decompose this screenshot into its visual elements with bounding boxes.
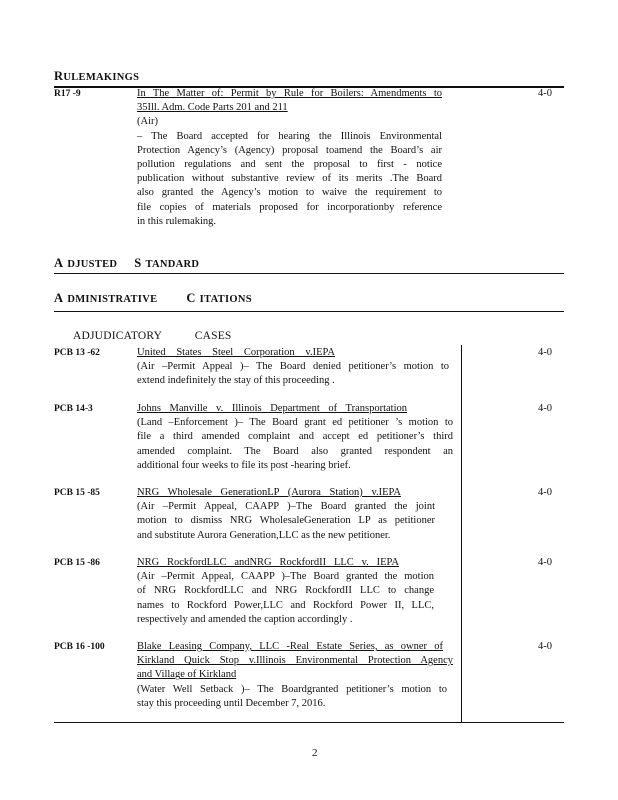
case-type: (Air) — [137, 116, 158, 128]
case-description-line: amended complaint. The Board also granted respondent an — [137, 445, 453, 457]
heading-initial: S — [134, 256, 142, 270]
case-entry — [137, 640, 453, 711]
section-rule — [54, 273, 564, 274]
vote-count: 4-0 — [538, 557, 552, 568]
section-rule — [54, 722, 564, 723]
docket-number: PCB 13 -62 — [54, 348, 100, 358]
case-title-line: Johns Manville v. Illinois Department of Transportation — [137, 403, 407, 414]
section-heading-rulemakings — [54, 69, 139, 84]
case-description-line: (Air –Permit Appeal, CAAPP )–The Board granted the motion — [137, 571, 434, 583]
section-heading-administrative-citations — [54, 291, 252, 306]
case-description-line: names to Rockford Power,LLC and Rockford Power II, LLC, — [137, 599, 434, 611]
case-description-line: file copies of materials proposed for incorporationby reference — [137, 201, 442, 213]
case-description-line: publication without substantive review of its merits .The Board — [137, 173, 442, 185]
case-description-line: – The Board accepted for hearing the Illinois Environmental — [137, 130, 442, 142]
case-description-line: in this rulemaking. — [137, 215, 217, 227]
case-description-line: Protection Agency’s (Agency) proposal toamend the Board’s air — [137, 144, 442, 156]
case-description-line: motion to dismiss NRG WholesaleGeneration LP as petitioner — [137, 515, 435, 527]
docket-number: R17 -9 — [54, 89, 81, 99]
case-description-line: of NRG RockfordLLC and NRG RockfordII LLC to change — [137, 585, 434, 597]
docket-number: PCB 15 -86 — [54, 558, 100, 568]
heading-rest: ULEMAKINGS — [63, 72, 140, 83]
heading-initial: R — [54, 69, 64, 83]
vote-count: 4-0 — [538, 641, 552, 652]
case-title-line: and Village of Kirkland — [137, 669, 237, 681]
case-description-line: also granted the Agency’s motion to waive the requirement to — [137, 187, 442, 199]
case-description-line: (Land –Enforcement )– The Board grant ed petitioner ’s motion to — [137, 417, 453, 429]
case-title-line: NRG Wholesale GenerationLP (Aurora Station) v.IEPA — [137, 487, 401, 498]
case-description-line: (Air –Permit Appeal )– The Board denied petitioner’s motion to — [137, 361, 449, 373]
case-entry — [137, 402, 453, 473]
case-entry — [137, 346, 449, 389]
case-description-line: extend indefinitely the stay of this proceeding . — [137, 375, 335, 387]
heading-initial: A — [54, 256, 64, 270]
vote-count: 4-0 — [538, 403, 552, 414]
case-title-line: United States Steel Corporation v.IEPA — [137, 347, 335, 358]
case-title-line: Blake Leasing Company, LLC -Real Estate Series, as owner of — [137, 641, 443, 652]
heading-rest: DMINISTRATIVE — [67, 294, 158, 305]
docket-number: PCB 14-3 — [54, 404, 93, 414]
adjudicatory-cases-heading: ADJUDICATORY CASES — [73, 330, 232, 342]
case-title-line: In The Matter of: Permit by Rule for Boilers: Amendments to — [137, 88, 442, 99]
vote-count: 4-0 — [538, 88, 552, 99]
vote-count: 4-0 — [538, 347, 552, 358]
docket-number: PCB 15 -85 — [54, 488, 100, 498]
case-description-line: respectively and amended the caption accordingly . — [137, 613, 353, 625]
column-divider — [461, 345, 462, 722]
docket-number: PCB 16 -100 — [54, 642, 105, 652]
page-number: 2 — [312, 747, 318, 759]
case-entry — [137, 486, 435, 543]
case-description-line: stay this proceeding until December 7, 2016. — [137, 697, 326, 709]
case-title-line: NRG RockfordLLC andNRG RockfordII LLC v. IEPA — [137, 557, 399, 568]
section-heading-adjusted-standard — [54, 256, 199, 271]
case-title-line: Kirkland Quick Stop v.Illinois Environmental Protection Agency — [137, 655, 453, 667]
heading-rest: DJUSTED — [67, 259, 118, 270]
case-description-line: (Water Well Setback )– The Boardgranted petitioner’s motion to — [137, 683, 447, 695]
case-title-line: 35Ill. Adm. Code Parts 201 and 211 — [137, 102, 288, 114]
case-description-line: additional four weeks to file its post -hearing brief. — [137, 459, 351, 471]
case-entry — [137, 556, 434, 627]
section-rule — [54, 311, 564, 312]
heading-rest: TANDARD — [145, 259, 200, 270]
rulemaking-entry — [137, 87, 442, 229]
case-description-line: and substitute Aurora Generation,LLC as the new petitioner. — [137, 529, 391, 541]
case-description-line: file a third amended complaint and accept ed petitioner’s third — [137, 431, 453, 443]
heading-initial: C — [186, 291, 196, 305]
heading-rest: ITATIONS — [199, 294, 252, 305]
vote-count: 4-0 — [538, 487, 552, 498]
case-description-line: pollution regulations and sent the proposal to first - notice — [137, 159, 442, 171]
case-description-line: (Air –Permit Appeal, CAAPP )–The Board granted the joint — [137, 501, 435, 513]
heading-initial: A — [54, 291, 64, 305]
